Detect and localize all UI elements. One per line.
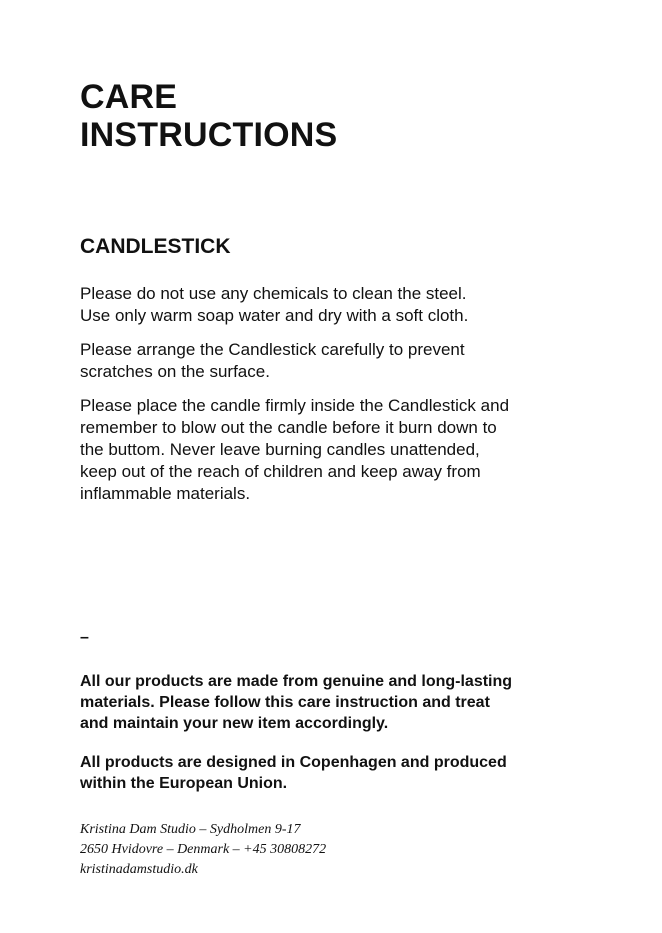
text-line: Please place the candle firmly inside the Candlestick and — [80, 396, 510, 415]
product-notes — [80, 671, 600, 812]
company-address — [80, 820, 326, 880]
care-instructions-page — [80, 78, 600, 517]
address-line: 2650 Hvidovre – Denmark – +45 30808272 — [80, 842, 327, 857]
page-title-line: CARE — [80, 78, 178, 116]
note-line: All products are designed in Copenhagen and produced — [80, 754, 507, 771]
note-line: and maintain your new item accordingly. — [80, 715, 389, 732]
page-title-line: INSTRUCTIONS — [80, 116, 338, 154]
website-text: kristinadamstudio.dk — [80, 862, 198, 877]
care-paragraph — [80, 395, 600, 505]
text-line: scratches on the surface. — [80, 362, 270, 381]
page-title — [80, 78, 600, 154]
text-line: remember to blow out the candle before it burn down to — [80, 418, 497, 437]
care-paragraph — [80, 283, 600, 327]
care-instructions-body — [80, 283, 600, 505]
separator-dash: – — [80, 629, 89, 646]
text-line: inflammable materials. — [80, 484, 251, 503]
note-line: within the European Union. — [80, 775, 288, 792]
note-line: materials. Please follow this care instruction and treat — [80, 694, 490, 711]
product-note — [80, 752, 600, 794]
section-title: CANDLESTICK — [80, 235, 231, 258]
care-paragraph — [80, 339, 600, 383]
text-line: keep out of the reach of children and keep away from — [80, 462, 481, 481]
address-line: Kristina Dam Studio – Sydholmen 9-17 — [80, 822, 301, 837]
note-line: All our products are made from genuine and long-lasting — [80, 673, 513, 690]
text-line: Please arrange the Candlestick carefully to prevent — [80, 340, 465, 359]
text-line: the buttom. Never leave burning candles unattended, — [80, 440, 480, 459]
product-note — [80, 671, 600, 734]
text-line: Please do not use any chemicals to clean the steel. — [80, 284, 467, 303]
text-line: Use only warm soap water and dry with a soft cloth. — [80, 306, 469, 325]
